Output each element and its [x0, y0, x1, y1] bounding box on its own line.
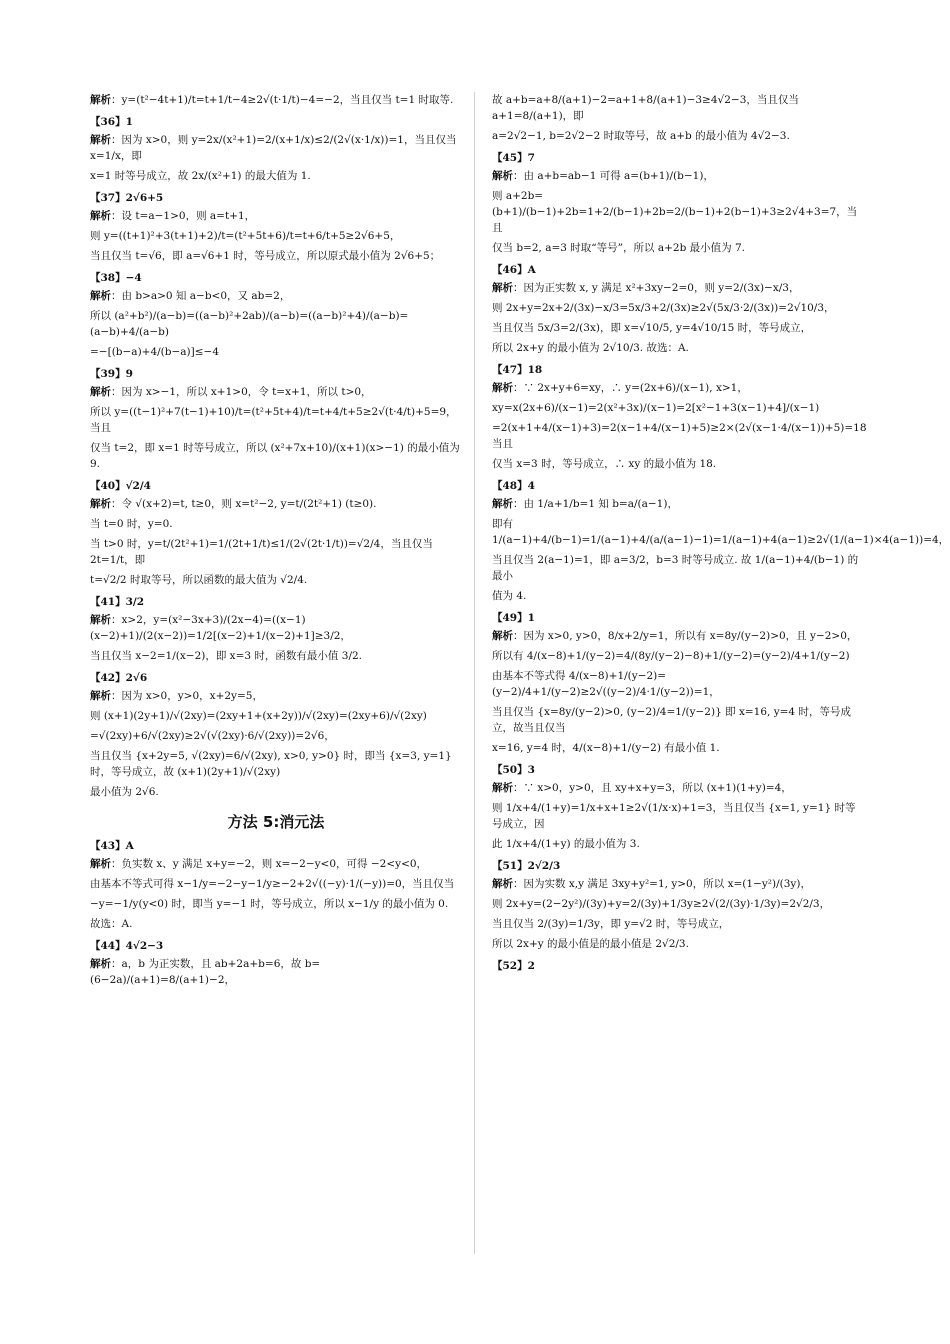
solution-text: ：负实数 x、y 满足 x+y=−2，则 x=−2−y<0，可得 −2<y<0， — [111, 858, 428, 870]
problem-number: 【43】A — [90, 840, 134, 852]
solution-label: 解析 — [492, 282, 513, 294]
solution-label: 解析 — [90, 290, 111, 302]
solution-text: −y=−1/y(y<0) 时，即当 y=−1 时，等号成立，所以 x−1/y 的最小值为 0. — [90, 898, 449, 910]
solution-text: ：令 √(x+2)=t, t≥0，则 x=t²−2, y=t/(2t²+1) (t≥0). — [111, 498, 377, 510]
solution-label: 解析 — [90, 690, 111, 702]
solution-text: 所以有 4/(x−8)+1/(y−2)=4/(8y/(y−2)−8)+1/(y−2)=(y−2)/4+1/(y−2) — [492, 650, 850, 662]
solution-text: ：由 b>a>0 知 a−b<0，又 ab=2， — [111, 290, 291, 302]
solution-text: 即有 1/(a−1)+4/(b−1)=1/(a−1)+4/(a/(a−1)−1)=1/(a−1)+4(a−1)≥2√(1/(a−1)×4(a−1))=4， — [492, 518, 950, 546]
solution-text: x=1 时等号成立，故 2x/(x²+1) 的最大值为 1. — [90, 170, 311, 182]
solution-label: 解析 — [90, 210, 111, 222]
solution-line — [492, 588, 864, 604]
solution-line — [492, 800, 864, 832]
problem-number: 【48】4 — [492, 480, 535, 492]
problem-number: 【52】2 — [492, 960, 535, 972]
solution-text: 故 a+b=a+8/(a+1)−2=a+1+8/(a+1)−3≥4√2−3，当且仅当 a+1=8/(a+1)，即 — [492, 94, 799, 122]
solution-text: a=2√2−1, b=2√2−2 时取等号，故 a+b 的最小值为 4√2−3. — [492, 130, 790, 142]
problem-number: 【49】1 — [492, 612, 535, 624]
solution-line — [492, 400, 864, 416]
solution-label: 解析 — [492, 170, 513, 182]
problem-number: 【39】9 — [90, 368, 133, 380]
solution-line — [90, 896, 462, 912]
solution-text: ：由 a+b=ab−1 可得 a=(b+1)/(b−1)， — [513, 170, 714, 182]
solution-text: ：因为 x>0, y>0，8/x+2/y=1，所以有 x=8y/(y−2)>0，且 y−2>0， — [513, 630, 858, 642]
solution-label: 解析 — [90, 94, 111, 106]
solution-line — [90, 344, 462, 360]
solution-text: 则 (x+1)(2y+1)/√(2xy)=(2xy+1+(x+2y))/√(2xy)=(2xy+6)/√(2xy) — [90, 710, 427, 722]
solution-text: ：因为实数 x,y 满足 3xy+y²=1, y>0，所以 x=(1−y²)/(3y)， — [513, 878, 811, 890]
solution-text: 由基本不等式可得 x−1/y=−2−y−1/y≥−2+2√((−y)·1/(−y))=0，当且仅当 — [90, 878, 455, 890]
solution-line — [90, 916, 462, 932]
solution-line — [90, 688, 462, 704]
solution-line — [90, 208, 462, 224]
solution-line — [492, 240, 864, 256]
solution-text: ：x>2，y=(x²−3x+3)/(2x−4)=((x−1)(x−2)+1)/(2(x−2))=1/2[(x−2)+1/(x−2)+1]≥3/2， — [90, 614, 351, 642]
solution-line — [492, 456, 864, 472]
solution-line — [492, 280, 864, 296]
solution-text: ：因为 x>0，y>0，x+2y=5， — [111, 690, 263, 702]
solution-text: 当且仅当 x−2=1/(x−2)，即 x=3 时，函数有最小值 3/2. — [90, 650, 362, 662]
solution-line — [90, 856, 462, 872]
solution-line — [492, 836, 864, 852]
solution-text: 所以 y=((t−1)²+7(t−1)+10)/t=(t²+5t+4)/t=t+4/t+5≥2√(t·4/t)+5=9，当且 — [90, 406, 457, 434]
solution-line — [492, 780, 864, 796]
solution-line — [90, 728, 462, 744]
solution-line — [492, 896, 864, 912]
solution-text: ：a，b 为正实数，且 ab+2a+b=6，故 b=(6−2a)/(a+1)=8/(a+1)−2， — [90, 958, 321, 986]
problem-number: 【44】4√2−3 — [90, 940, 164, 952]
solution-text: ：y=(t²−4t+1)/t=t+1/t−4≥2√(t·1/t)−4=−2，当且仅当 t=1 时取等. — [111, 94, 454, 106]
solution-line — [492, 128, 864, 144]
problem-number: 【38】−4 — [90, 272, 142, 284]
solution-line — [492, 628, 864, 644]
solution-text: 当且仅当 {x=8y/(y−2)>0, (y−2)/4=1/(y−2)} 即 x=16, y=4 时，等号成立，故当且仅当 — [492, 706, 851, 734]
solution-line — [492, 420, 867, 452]
solution-line — [90, 876, 462, 892]
solution-line — [90, 572, 462, 588]
problem-number: 【51】2√2/3 — [492, 860, 561, 872]
solution-text: ：∵ 2x+y+6=xy，∴ y=(2x+6)/(x−1), x>1， — [513, 382, 748, 394]
solution-line — [492, 916, 864, 932]
solution-line — [492, 168, 864, 184]
solution-line — [90, 708, 462, 724]
solution-line — [492, 648, 864, 664]
solution-label: 解析 — [492, 382, 513, 394]
right-column — [492, 92, 950, 976]
solution-text: 则 a+2b=(b+1)/(b−1)+2b=1+2/(b−1)+2b=2/(b−1)+2(b−1)+3≥2√4+3=7，当且 — [492, 190, 858, 234]
solution-text: =√(2xy)+6/√(2xy)≥2√(√(2xy)·6/√(2xy))=2√6， — [90, 730, 335, 742]
solution-line — [90, 308, 462, 340]
solution-line — [492, 936, 864, 952]
problem-number: 【47】18 — [492, 364, 543, 376]
solution-text: 仅当 t=2，即 x=1 时等号成立，所以 (x²+7x+10)/(x+1)(x>−1) 的最小值为 9. — [90, 442, 460, 470]
problem-number: 【41】3/2 — [90, 596, 145, 608]
solution-text: 当且仅当 t=√6，即 a=√6+1 时，等号成立，所以原式最小值为 2√6+5； — [90, 250, 441, 262]
solution-text: 所以 (a²+b²)/(a−b)=((a−b)²+2ab)/(a−b)=((a−b)²+4)/(a−b)=(a−b)+4/(a−b) — [90, 310, 409, 338]
section-heading: 方法 5:消元法 — [227, 813, 325, 831]
solution-text: 当且仅当 5x/3=2/(3x)，即 x=√10/5, y=4√10/15 时，等号成立， — [492, 322, 812, 334]
solution-text: t=√2/2 时取等号，所以函数的最大值为 √2/4. — [90, 574, 308, 586]
solution-text: =2(x+1+4/(x−1)+3)=2(x−1+4/(x−1)+5)≥2×(2√(x−1·4/(x−1))+5)=18 当且 — [492, 422, 867, 450]
solution-line — [90, 612, 462, 644]
solution-line — [90, 404, 462, 436]
solution-line — [492, 740, 864, 756]
solution-label: 解析 — [90, 614, 111, 626]
solution-line — [90, 384, 462, 400]
solution-line — [492, 300, 864, 316]
solution-line — [90, 516, 462, 532]
solution-text: 值为 4. — [492, 590, 527, 602]
solution-text: 当 t=0 时，y=0. — [90, 518, 173, 530]
solution-text: 仅当 b=2, a=3 时取“等号”，所以 a+2b 最小值为 7. — [492, 242, 746, 254]
solution-line — [492, 668, 864, 700]
solution-label: 解析 — [90, 958, 111, 970]
solution-text: ：∵ x>0，y>0，且 xy+x+y=3，所以 (x+1)(1+y)=4， — [513, 782, 792, 794]
problem-number: 【46】A — [492, 264, 536, 276]
solution-line — [492, 320, 864, 336]
solution-line — [492, 552, 864, 584]
solution-text: 最小值为 2√6. — [90, 786, 159, 798]
problem-number: 【42】2√6 — [90, 672, 148, 684]
solution-line — [492, 704, 864, 736]
solution-text: 当 t>0 时，y=t/(2t²+1)=1/(2t+1/t)≤1/(2√(2t·1/t))=√2/4，当且仅当 2t=1/t，即 — [90, 538, 433, 566]
solution-text: 故选：A. — [90, 918, 133, 930]
problem-number: 【37】2√6+5 — [90, 192, 164, 204]
solution-text: xy=x(2x+6)/(x−1)=2(x²+3x)/(x−1)=2[x²−1+3(x−1)+4]/(x−1) — [492, 402, 820, 414]
solution-text: x=16, y=4 时，4/(x−8)+1/(y−2) 有最小值 1. — [492, 742, 720, 754]
solution-line — [90, 956, 462, 988]
solution-text: 此 1/x+4/(1+y) 的最小值为 3. — [492, 838, 640, 850]
solution-line — [90, 168, 462, 184]
solution-label: 解析 — [90, 858, 111, 870]
solution-text: ：因为正实数 x, y 满足 x²+3xy−2=0，则 y=2/(3x)−x/3， — [513, 282, 800, 294]
solution-text: 所以 2x+y 的最小值是的最小值是 2√2/3. — [492, 938, 689, 950]
solution-text: =−[(b−a)+4/(b−a)]≤−4 — [90, 346, 220, 358]
solution-text: 由基本不等式得 4/(x−8)+1/(y−2)=(y−2)/4+1/(y−2)≥2√((y−2)/4·1/(y−2))=1， — [492, 670, 720, 698]
problem-number: 【36】1 — [90, 116, 133, 128]
solution-text: 则 y=((t+1)²+3(t+1)+2)/t=(t²+5t+6)/t=t+6/t+5≥2√6+5， — [90, 230, 401, 242]
solution-text: 当且仅当 {x+2y=5, √(2xy)=6/√(2xy), x>0, y>0} 时，即当 {x=3, y=1} 时，等号成立，故 (x+1)(2y+1)/√(2xy) — [90, 750, 452, 778]
solution-line — [90, 440, 462, 472]
solution-label: 解析 — [492, 630, 513, 642]
solution-label: 解析 — [90, 498, 111, 510]
solution-line — [492, 340, 864, 356]
solution-text: 当且仅当 2/(3y)=1/3y，即 y=√2 时，等号成立， — [492, 918, 730, 930]
solution-text: 所以 2x+y 的最小值为 2√10/3. 故选：A. — [492, 342, 689, 354]
solution-text: 当且仅当 2(a−1)=1，即 a=3/2，b=3 时等号成立. 故 1/(a−1)+4/(b−1) 的最小 — [492, 554, 859, 582]
solution-line — [90, 496, 462, 512]
solution-text: ：设 t=a−1>0，则 a=t+1， — [111, 210, 256, 222]
solution-line — [492, 876, 864, 892]
solution-line — [492, 188, 864, 236]
solution-label: 解析 — [492, 782, 513, 794]
left-column — [90, 92, 462, 992]
solution-line — [90, 228, 462, 244]
problem-number: 【50】3 — [492, 764, 535, 776]
problem-number: 【45】7 — [492, 152, 535, 164]
solution-label: 解析 — [492, 878, 513, 890]
solution-text: 则 1/x+4/(1+y)=1/x+x+1≥2√(1/x·x)+1=3，当且仅当 {x=1, y=1} 时等号成立，因 — [492, 802, 856, 830]
solution-text: 仅当 x=3 时，等号成立，∴ xy 的最小值为 18. — [492, 458, 717, 470]
solution-line — [492, 92, 864, 124]
solution-text: ：因为 x>−1，所以 x+1>0，令 t=x+1，所以 t>0， — [111, 386, 372, 398]
solution-text: ：因为 x>0，则 y=2x/(x²+1)=2/(x+1/x)≤2/(2√(x·1/x))=1，当且仅当 x=1/x，即 — [90, 134, 457, 162]
solution-text: 则 2x+y=(2−2y²)/(3y)+y=2/(3y)+1/3y≥2√(2/(3y)·1/3y)=2√2/3， — [492, 898, 831, 910]
solution-line — [492, 380, 864, 396]
solution-text: ：由 1/a+1/b=1 知 b=a/(a−1)， — [513, 498, 678, 510]
solution-line — [90, 748, 462, 780]
problem-number: 【40】√2/4 — [90, 480, 151, 492]
solution-line — [90, 536, 462, 568]
solution-line — [90, 248, 462, 264]
solution-label: 解析 — [90, 386, 111, 398]
solution-label: 解析 — [492, 498, 513, 510]
solution-line — [90, 648, 462, 664]
solution-line — [492, 496, 864, 512]
solution-line — [90, 288, 462, 304]
solution-label: 解析 — [90, 134, 111, 146]
solution-line — [90, 784, 462, 800]
solution-line — [90, 92, 462, 108]
column-divider — [474, 92, 475, 1254]
solution-text: 则 2x+y=2x+2/(3x)−x/3=5x/3+2/(3x)≥2√(5x/3·2/(3x))=2√10/3， — [492, 302, 835, 314]
solution-line — [90, 132, 462, 164]
solution-line — [492, 516, 950, 548]
